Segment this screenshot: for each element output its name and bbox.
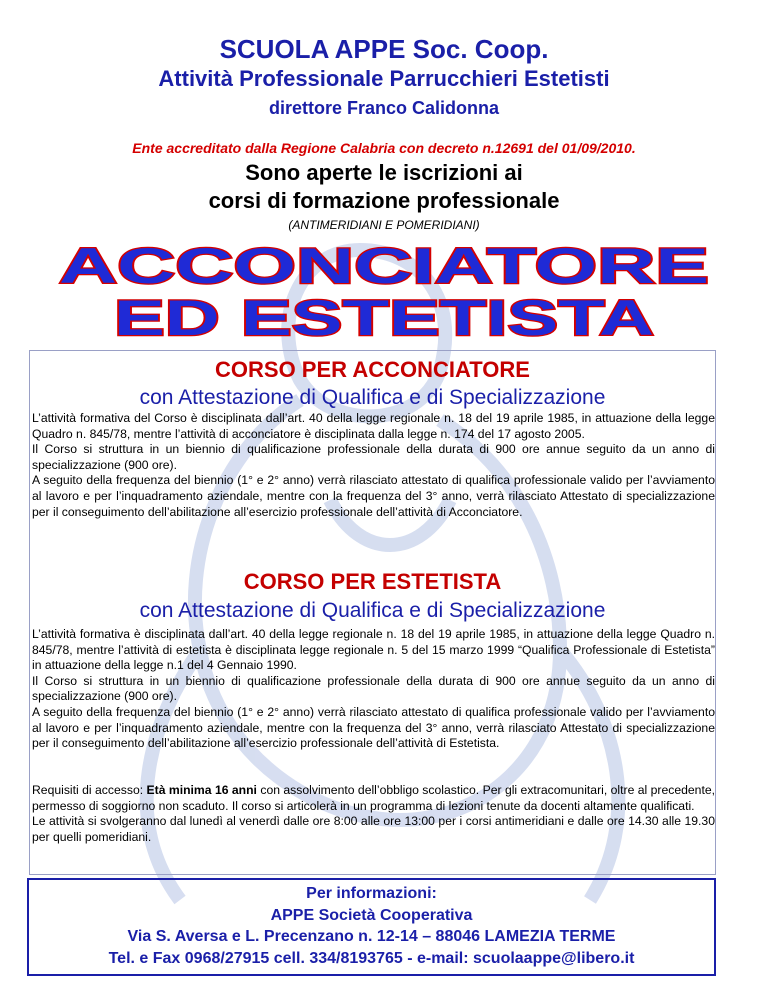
banner-line-1: ACCONCIATORE [59,238,709,294]
acconciatore-title: CORSO PER ACCONCIATORE [215,357,530,382]
estetista-paragraph-2: Il Corso si struttura in un biennio di qualificazione professionale della durata di 900 ore annue seguito da un anno di specializzazione (900 ore). [32,673,715,704]
hours-paragraph: Le attività si svolgeranno dal lunedì al venerdì dalle ore 8:00 alle ore 13:00 per i corsi antimeridiani e dalle ore 14.30 alle 19.30 per quelli pomeridiani. [32,814,715,844]
requirements-prefix: Requisiti di accesso: [32,783,147,797]
estetista-paragraph-1: L’attività formativa è disciplinata dall’art. 40 della legge regionale n. 18 del 19 aprile 1985, in attuazione della legge Quadro n. 845/78, mentre l’attività di estetista è disciplinata legge regionale n. 5 del 15 marzo 1999 “Qualifica Professionale di Estetista” in attuazione della legge n.1 del 4 Gennaio 1990. [32,627,715,673]
enrollment-line-1: Sono aperte le iscrizioni ai [245,160,523,185]
acconciatore-paragraph-1: L’attività formativa del Corso è disciplinata dall’art. 40 della legge regionale n. 18 del 19 aprile 1985, in attuazione della legge Quadro n. 845/78, mentre l’attività di acconciatore è disciplinata dalla legge n. 174 del 17 agosto 2005. [32,411,715,441]
requirements-paragraph [32,783,715,814]
estetista-paragraph-3: A seguito della frequenza del biennio (1° e 2° anno) verrà rilasciato attestato di qualifica professionale valido per l’avviamento al lavoro e per l’inquadramento aziendale, mentre con la frequenza del 3° anno, verrà rilasciato Attestato di specializzazione per il conseguimento dell’abilitazione all’esercizio professionale dell’attività di Estetista. [32,704,715,751]
activity-title: Attività Professionale Parrucchieri Estetisti [158,66,610,91]
requirements-block [32,783,715,845]
estetista-subtitle: con Attestazione di Qualifica e di Specializzazione [139,599,606,622]
director-line: direttore Franco Calidonna [268,98,500,118]
acconciatore-subtitle: con Attestazione di Qualifica e di Specializzazione [139,386,606,409]
requirements-suffix: con assolvimento dell’obbligo scolastico. Per gli extracomunitari, oltre al precedente, permesso di soggiorno non scaduto. Il corso si articolerà in un programma di lezioni tenute da docenti altamente qualificati. [32,783,715,813]
info-address: Via S. Aversa e L. Precenzano n. 12-14 – 88046 LAMEZIA TERME [127,928,616,945]
school-name: SCUOLA APPE Soc. Coop. [219,34,549,64]
schedule-note: (ANTIMERIDIANI E POMERIDIANI) [288,218,480,232]
estetista-title: CORSO PER ESTETISTA [243,569,502,594]
acconciatore-description [32,411,715,520]
minimum-age: Età minima 16 anni [146,783,257,797]
info-contacts: Tel. e Fax 0968/27915 cell. 334/8193765 - e-mail: scuolaappe@libero.it [108,949,635,967]
estetista-description [32,627,715,752]
banner-line-2: ED ESTETISTA [114,290,654,345]
contact-box [27,878,716,976]
acconciatore-paragraph-2: Il Corso si struttura in un biennio di qualificazione professionale della durata di 900 ore annue seguito da un anno di specializzazione (900 ore). [32,442,715,472]
info-heading: Per informazioni: [306,885,437,902]
banner-title [0,235,768,345]
accreditation-line: Ente accreditato dalla Regione Calabria con decreto n.12691 del 01/09/2010. [132,140,636,156]
enrollment-line-2: corsi di formazione professionale [208,188,560,213]
acconciatore-paragraph-3: A seguito della frequenza del biennio (1° e 2° anno) verrà rilasciato attestato di qualifica professionale valido per l’avviamento al lavoro e per l’inquadramento aziendale, mentre con la frequenza del 3° anno, verrà rilasciato Attestato di specializzazione per il conseguimento dell’abilitazione all’esercizio professionale dell’attività di Acconciatore. [32,473,715,519]
info-company: APPE Società Cooperativa [270,906,473,924]
courses-box [29,350,716,875]
